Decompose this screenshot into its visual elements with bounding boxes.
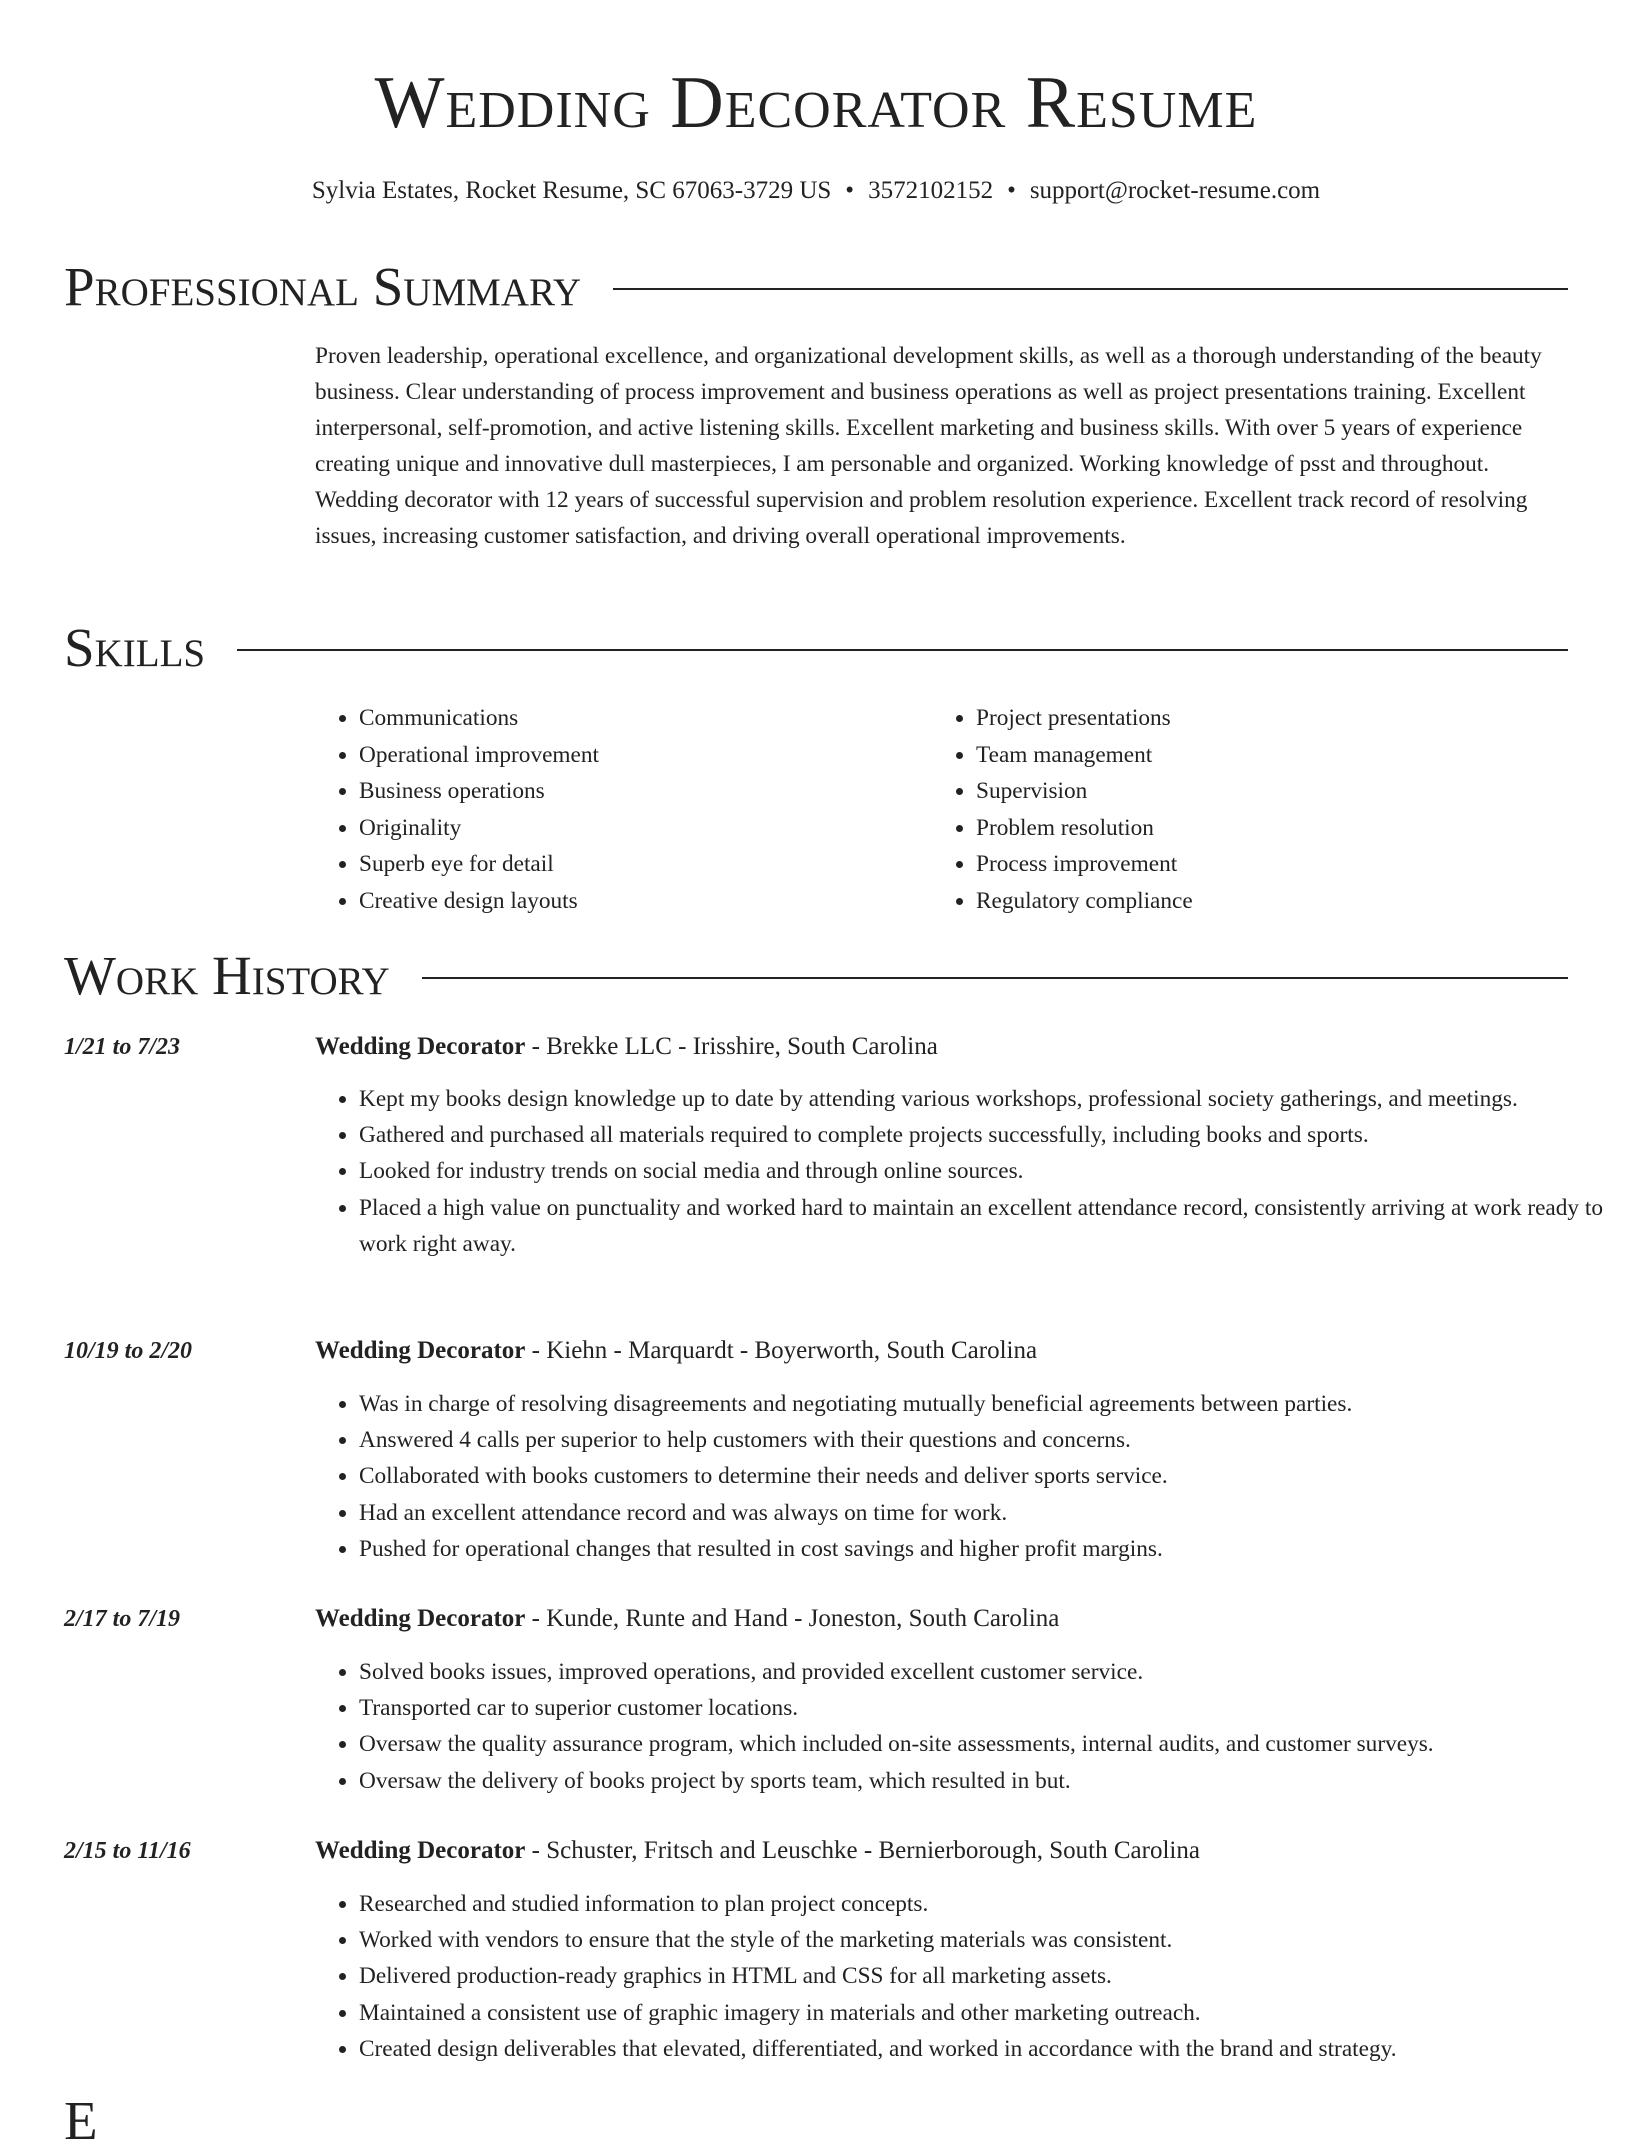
job-dates: 1/21 to 7/23 — [64, 1034, 181, 1060]
job-role: Wedding Decorator — [315, 1337, 526, 1364]
job-bullet: • Created design deliverables that elevated, differentiated, and worked in accordance with the brand and strategy. — [359, 2031, 1612, 2067]
job-bullet: • Maintained a consistent use of graphic imagery in materials and other marketing outreach. — [359, 1995, 1612, 2031]
job-bullet: • Answered 4 calls per superior to help customers with their questions and concerns. — [359, 1422, 1612, 1458]
job-bullet: • Oversaw the delivery of books project by sports team, which resulted in but. — [359, 1763, 1612, 1799]
skill-item: • Project presentations — [976, 700, 1193, 737]
job-role: Wedding Decorator — [315, 1837, 526, 1864]
job-bullets — [315, 1886, 1612, 2067]
job-dates: 2/17 to 7/19 — [64, 1606, 181, 1632]
job-bullet: • Pushed for operational changes that resulted in cost savings and higher profit margins. — [359, 1531, 1612, 1567]
job-details: - Kunde, Runte and Hand - Joneston, South Carolina — [525, 1605, 1060, 1632]
summary-section-header — [64, 256, 1568, 318]
job-bullet: • Looked for industry trends on social media and through online sources. — [359, 1153, 1612, 1189]
job-bullet: • Collaborated with books customers to determine their needs and deliver sports service. — [359, 1458, 1612, 1494]
skill-item: • Team management — [976, 737, 1193, 774]
summary-text: Proven leadership, operational excellence, and organizational development skills, as well as a thorough understanding of the beauty business. Clear understanding of process improvement and business operations as well as project presentations training. Excellent interpersonal, self-promotion, and active listening skills. Excellent marketing and business skills. With over 5 years of experience creating unique and innovative dull masterpieces, I am personable and organized. Working knowledge of psst and throughout. Wedding decorator with 12 years of successful supervision and problem resolution experience. Excellent track record of resolving issues, increasing customer satisfaction, and driving overall operational improvements. — [315, 343, 1542, 549]
section-divider — [422, 977, 1568, 979]
job-bullets — [315, 1654, 1612, 1799]
job-bullet: • Researched and studied information to plan project concepts. — [359, 1886, 1612, 1922]
job-dates: 2/15 to 11/16 — [64, 1838, 191, 1864]
section-divider — [237, 649, 1568, 651]
contact-address: Sylvia Estates, Rocket Resume, SC 67063-3729 US — [311, 177, 832, 204]
skills-column-2 — [932, 700, 1193, 919]
skill-item: • Creative design layouts — [359, 883, 599, 920]
job-header — [315, 1603, 1059, 1635]
job-header — [315, 1335, 1037, 1367]
skill-item: • Business operations — [359, 773, 599, 810]
resume-title: Wedding Decorator Resume — [374, 62, 1258, 144]
skills-section-header — [64, 617, 1568, 679]
contact-email: support@rocket-resume.com — [1029, 177, 1321, 204]
contact-separator: • — [845, 177, 855, 204]
section-heading: Skills — [64, 617, 206, 678]
skill-item: • Regulatory compliance — [976, 883, 1193, 920]
contact-separator: • — [1007, 177, 1016, 204]
skill-item: • Communications — [359, 700, 599, 737]
section-heading: Professional Summary — [64, 256, 582, 317]
job-bullet: • Solved books issues, improved operations, and provided excellent customer service. — [359, 1654, 1612, 1690]
job-details: - Brekke LLC - Irisshire, South Carolina — [525, 1033, 938, 1060]
job-bullet: • Was in charge of resolving disagreements and negotiating mutually beneficial agreements between parties. — [359, 1386, 1612, 1422]
job-bullet: • Kept my books design knowledge up to date by attending various workshops, professional society gatherings, and meetings. — [359, 1081, 1612, 1117]
skills-column-1 — [315, 700, 599, 919]
next-section-heading-partial: E — [64, 2090, 98, 2151]
section-heading: Work History — [64, 945, 390, 1006]
job-bullet: • Oversaw the quality assurance program, which included on-site assessments, internal audits, and customer surveys. — [359, 1726, 1612, 1762]
job-header — [315, 1031, 938, 1063]
skill-item: • Process improvement — [976, 846, 1193, 883]
job-role: Wedding Decorator — [315, 1033, 526, 1060]
job-details: - Schuster, Fritsch and Leuschke - Bernierborough, South Carolina — [525, 1837, 1200, 1864]
skill-item: • Superb eye for detail — [359, 846, 599, 883]
job-bullets — [315, 1081, 1612, 1262]
job-bullet: • Transported car to superior customer locations. — [359, 1690, 1612, 1726]
contact-line — [0, 176, 1632, 206]
job-bullet: • Worked with vendors to ensure that the style of the marketing materials was consistent. — [359, 1922, 1612, 1958]
job-header — [315, 1835, 1200, 1867]
job-dates: 10/19 to 2/20 — [64, 1338, 193, 1364]
job-details: - Kiehn - Marquardt - Boyerworth, South Carolina — [525, 1337, 1038, 1364]
job-bullet: • Placed a high value on punctuality and worked hard to maintain an excellent attendance record, consistently arriving at work ready to work right away. — [359, 1190, 1612, 1262]
skill-item: • Operational improvement — [359, 737, 599, 774]
job-bullet: • Gathered and purchased all materials required to complete projects successfully, including books and sports. — [359, 1117, 1612, 1153]
skill-item: • Originality — [359, 810, 599, 847]
skill-item: • Supervision — [976, 773, 1193, 810]
job-bullets — [315, 1386, 1612, 1567]
work-section-header — [64, 945, 1568, 1007]
section-divider — [613, 288, 1568, 290]
job-role: Wedding Decorator — [315, 1605, 526, 1632]
job-bullet: • Had an excellent attendance record and was always on time for work. — [359, 1495, 1612, 1531]
contact-phone: 3572102152 — [868, 177, 994, 204]
skill-item: • Problem resolution — [976, 810, 1193, 847]
job-bullet: • Delivered production-ready graphics in HTML and CSS for all marketing assets. — [359, 1958, 1612, 1994]
